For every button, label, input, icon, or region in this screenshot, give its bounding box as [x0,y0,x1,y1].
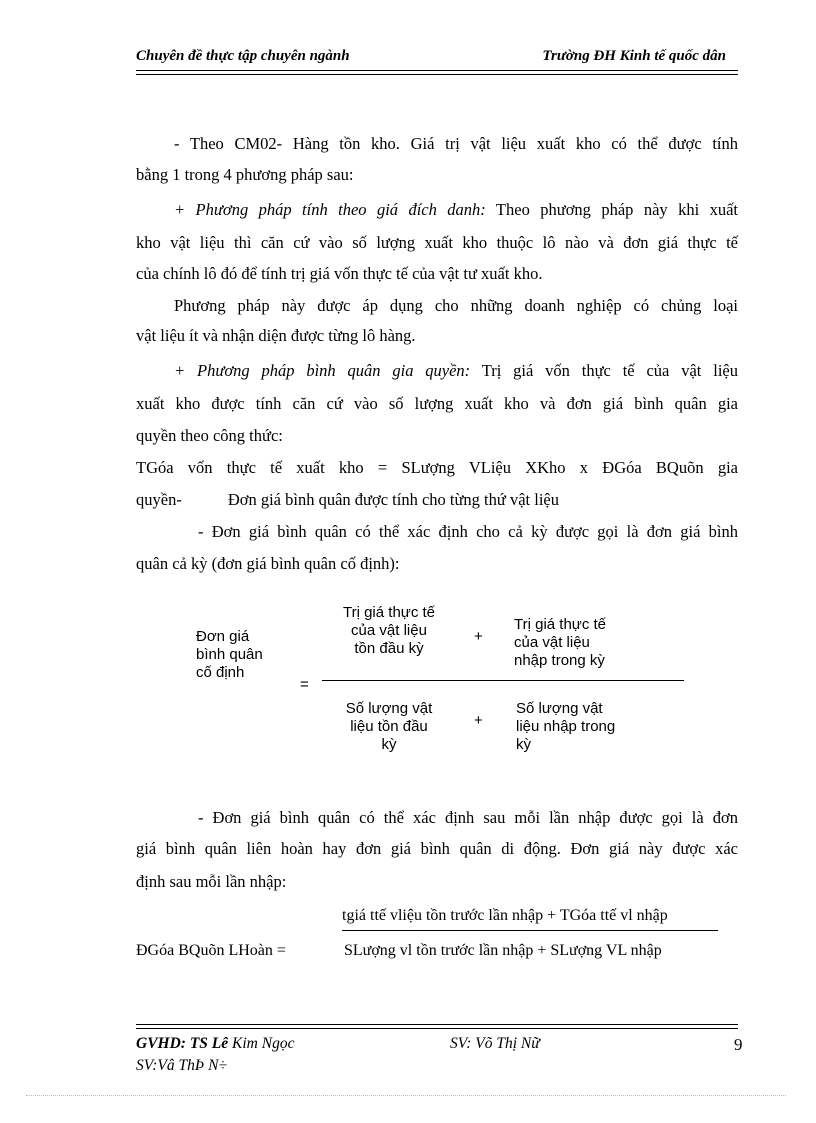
footer-supervisor-label: GVHD: TS Lê [136,1035,229,1052]
para5-line2b: Đơn giá bình quân được tính cho từng thứ vật liệu [227,490,559,509]
para5-line2a: quyền- [136,490,182,509]
para6-line2: quân cả kỳ (đơn giá bình quân cố định): [136,554,400,573]
footer-student-garbled: SV:Vâ ThÞ N÷ [136,1057,228,1074]
para2-line3: của chính lô đó để tính trị giá vốn thực tế của vật tư xuất kho. [136,264,543,283]
method-weighted-label: + Phương pháp bình quân gia quyền: [174,361,471,380]
formula1-equals: = [300,676,309,693]
para4-line1 [174,361,738,381]
formula2-numerator: tgiá ttế vliệu tồn trước lần nhập + TGóa ttế vl nhập [342,907,668,924]
para3-line2: vật liệu ít và nhận diện được từng lô hàng. [136,326,416,345]
para5-line2 [136,490,738,510]
header-right: Trường ĐH Kinh tế quốc dân [542,48,726,64]
formula1-denominator-a: Số lượng vật liệu tồn đầu kỳ [345,700,433,753]
para4-line3: quyền theo công thức: [136,426,283,445]
para4-line2: xuất kho được tính căn cứ vào số lượng xuất kho và đơn giá bình quân gia [136,394,738,413]
para2-line2: kho vật liệu thì căn cứ vào số lượng xuất kho thuộc lô nào và đơn giá thực tế [136,233,738,252]
para6-line1: - Đơn giá bình quân có thể xác định cho cả kỳ được gọi là đơn giá bình [198,522,738,541]
formula1-denominator-plus: + [474,712,483,729]
para5-line1: TGóa vốn thực tế xuất kho = SLượng VLiệu XKho x ĐGóa BQuõn gia [136,458,738,477]
formula1-label: Đơn giá bình quân cố định [196,628,263,681]
para3-line1: Phương pháp này được áp dụng cho những doanh nghiệp có chủng loại [174,296,738,315]
footer-supervisor [136,1035,294,1053]
formula1-numerator-a: Trị giá thực tế của vật liệu tồn đầu kỳ [342,604,435,657]
formula1-numerator-b: Trị giá thực tế của vật liệu nhập trong kỳ [514,616,607,669]
formula2-label: ĐGóa BQuõn LHoàn = [136,942,286,959]
formula1-numerator-plus: + [474,628,483,645]
para1-line1: - Theo CM02- Hàng tồn kho. Giá trị vật liệu xuất kho có thể được tính [174,134,738,153]
formula2-fraction-bar [342,930,718,931]
footer-supervisor-name: Kim Ngọc [228,1035,295,1052]
header-rule-bottom [136,74,738,75]
para4-line1-rest: Trị giá vốn thực tế của vật liệu [470,361,738,380]
formula2-denominator: SLượng vl tồn trước lần nhập + SLượng VL nhập [344,942,662,959]
page-bottom-dotted-border [26,1095,786,1096]
para7-line1: - Đơn giá bình quân có thể xác định sau mỗi lần nhập được gọi là đơn [198,808,738,827]
formula1-denominator-b: Số lượng vật liệu nhập trong kỳ [516,700,616,753]
para1-line2: bằng 1 trong 4 phương pháp sau: [136,165,354,184]
method-specific-label: + Phương pháp tính theo giá đích danh: [174,200,486,219]
footer-rule-bottom [136,1028,738,1029]
para2-line1-rest: Theo phương pháp này khi xuất [485,200,738,219]
formula1-fraction-bar [322,680,684,681]
footer-rule-top [136,1024,738,1025]
para7-line2: giá bình quân liên hoàn hay đơn giá bình quân di động. Đơn giá này được xác [136,839,738,858]
page-number: 9 [734,1035,743,1054]
header-rule-top [136,70,738,71]
para7-line3: định sau mỗi lần nhập: [136,872,287,891]
para2-line1 [174,200,738,220]
footer-student: SV: Võ Thị Nữ [450,1035,540,1052]
header-left: Chuyên đề thực tập chuyên ngành [136,48,350,64]
